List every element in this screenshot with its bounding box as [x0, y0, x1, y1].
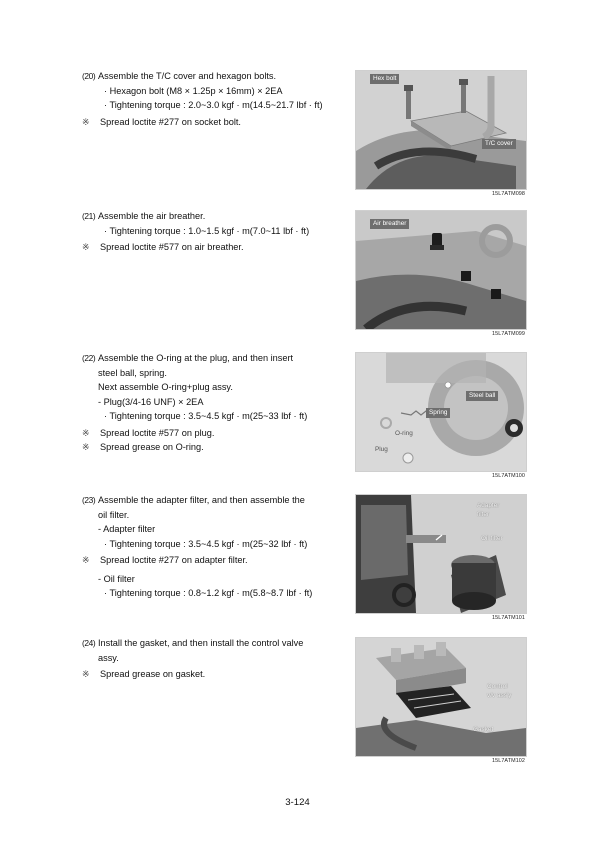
step-text: Next assemble O-ring+plug assy.	[98, 382, 233, 392]
step-20	[82, 69, 332, 129]
step-number: (20)	[82, 71, 96, 81]
note-text: Spread loctite #277 on socket bolt.	[100, 116, 241, 127]
note-mark-icon: ※	[82, 442, 90, 452]
step-title: Install the gasket, and then install the control valve	[98, 638, 304, 648]
part-line: - Adapter filter	[98, 524, 156, 534]
note-mark-icon: ※	[82, 116, 90, 127]
photo	[355, 210, 527, 330]
step-title: Assemble the O-ring at the plug, and then insert	[98, 353, 294, 363]
spec-line: · Hexagon bolt (M8 × 1.25p × 16mm) × 2EA	[104, 85, 283, 96]
figure-oil-filter	[355, 494, 525, 621]
step-24	[82, 636, 332, 682]
figure-air-breather	[355, 210, 525, 337]
callout-o-ring: O-ring	[395, 430, 413, 437]
photo	[355, 494, 527, 614]
note	[82, 553, 332, 568]
note	[82, 426, 332, 441]
step-number: (24)	[82, 638, 96, 648]
step-text: steel ball, spring.	[98, 367, 167, 378]
tc-cover-illustration	[356, 71, 526, 189]
note	[82, 115, 332, 130]
torque-line: · Tightening torque : 2.0~3.0 kgf · m(14.5~21.7 lbf · ft)	[104, 100, 323, 110]
figure-tc-cover	[355, 70, 525, 197]
callout-oil-filter: Oil filter	[481, 535, 503, 542]
figure-code: 15L7ATM101	[492, 615, 525, 621]
note-text: Spread loctite #577 on air breather.	[100, 242, 244, 252]
callout-control: Control	[487, 683, 508, 690]
page-number: 3-124	[285, 797, 310, 808]
part-line: - Plug(3/4-16 UNF) × 2EA	[98, 396, 204, 407]
callout-spring: Spring	[426, 408, 450, 418]
step-23	[82, 493, 332, 601]
note-mark-icon: ※	[82, 669, 90, 679]
step-21	[82, 209, 332, 255]
callout-vv-assy: v/v ass'y	[487, 692, 512, 699]
part-line: - Oil filter	[98, 573, 135, 584]
step-number: (21)	[82, 211, 96, 221]
note-text: Spread grease on gasket.	[100, 669, 206, 679]
note-mark-icon: ※	[82, 555, 90, 565]
note-text: Spread loctite #577 on plug.	[100, 427, 215, 438]
note-text: Spread loctite #277 on adapter filter.	[100, 555, 248, 565]
torque-line: · Tightening torque : 3.5~4.5 kgf · m(25~32 lbf · ft)	[104, 538, 308, 549]
torque-line: · Tightening torque : 0.8~1.2 kgf · m(5.8~8.7 lbf · ft)	[104, 588, 313, 598]
step-number: (22)	[82, 353, 96, 363]
callout-filter: filter	[477, 511, 490, 518]
note	[82, 667, 332, 682]
callout-plug: Plug	[375, 446, 388, 453]
step-number: (23)	[82, 495, 96, 505]
step-text: oil filter.	[98, 509, 130, 520]
note-text: Spread grease on O-ring.	[100, 442, 204, 452]
photo	[355, 352, 527, 472]
callout-tc-cover: T/C cover	[482, 139, 516, 149]
figure-plug-assy	[355, 352, 525, 479]
step-title: Assemble the adapter filter, and then assemble the	[98, 495, 305, 505]
photo	[355, 637, 527, 757]
step-title: Assemble the T/C cover and hexagon bolts.	[98, 71, 277, 81]
callout-gasket: Gasket	[473, 726, 494, 733]
figure-code: 15L7ATM102	[492, 758, 525, 764]
figure-code: 15L7ATM098	[492, 191, 525, 197]
figure-control-valve	[355, 637, 525, 764]
note-mark-icon: ※	[82, 242, 90, 252]
callout-adapter: Adapter	[477, 502, 500, 509]
oil-filter-illustration	[356, 495, 526, 613]
note	[82, 440, 332, 455]
figure-code: 15L7ATM100	[492, 473, 525, 479]
note	[82, 240, 332, 255]
step-title: Assemble the air breather.	[98, 211, 206, 221]
note-mark-icon: ※	[82, 427, 90, 438]
torque-line: · Tightening torque : 3.5~4.5 kgf · m(25~33 lbf · ft)	[104, 411, 308, 421]
torque-line: · Tightening torque : 1.0~1.5 kgf · m(7.0~11 lbf · ft)	[104, 225, 310, 236]
photo	[355, 70, 527, 190]
callout-steel-ball: Steel ball	[466, 391, 498, 401]
step-22	[82, 351, 332, 455]
step-text: assy.	[98, 652, 119, 663]
callout-air-breather: Air breather	[370, 219, 409, 229]
callout-hex-bolt: Hex bolt	[370, 74, 399, 84]
figure-code: 15L7ATM099	[492, 331, 525, 337]
